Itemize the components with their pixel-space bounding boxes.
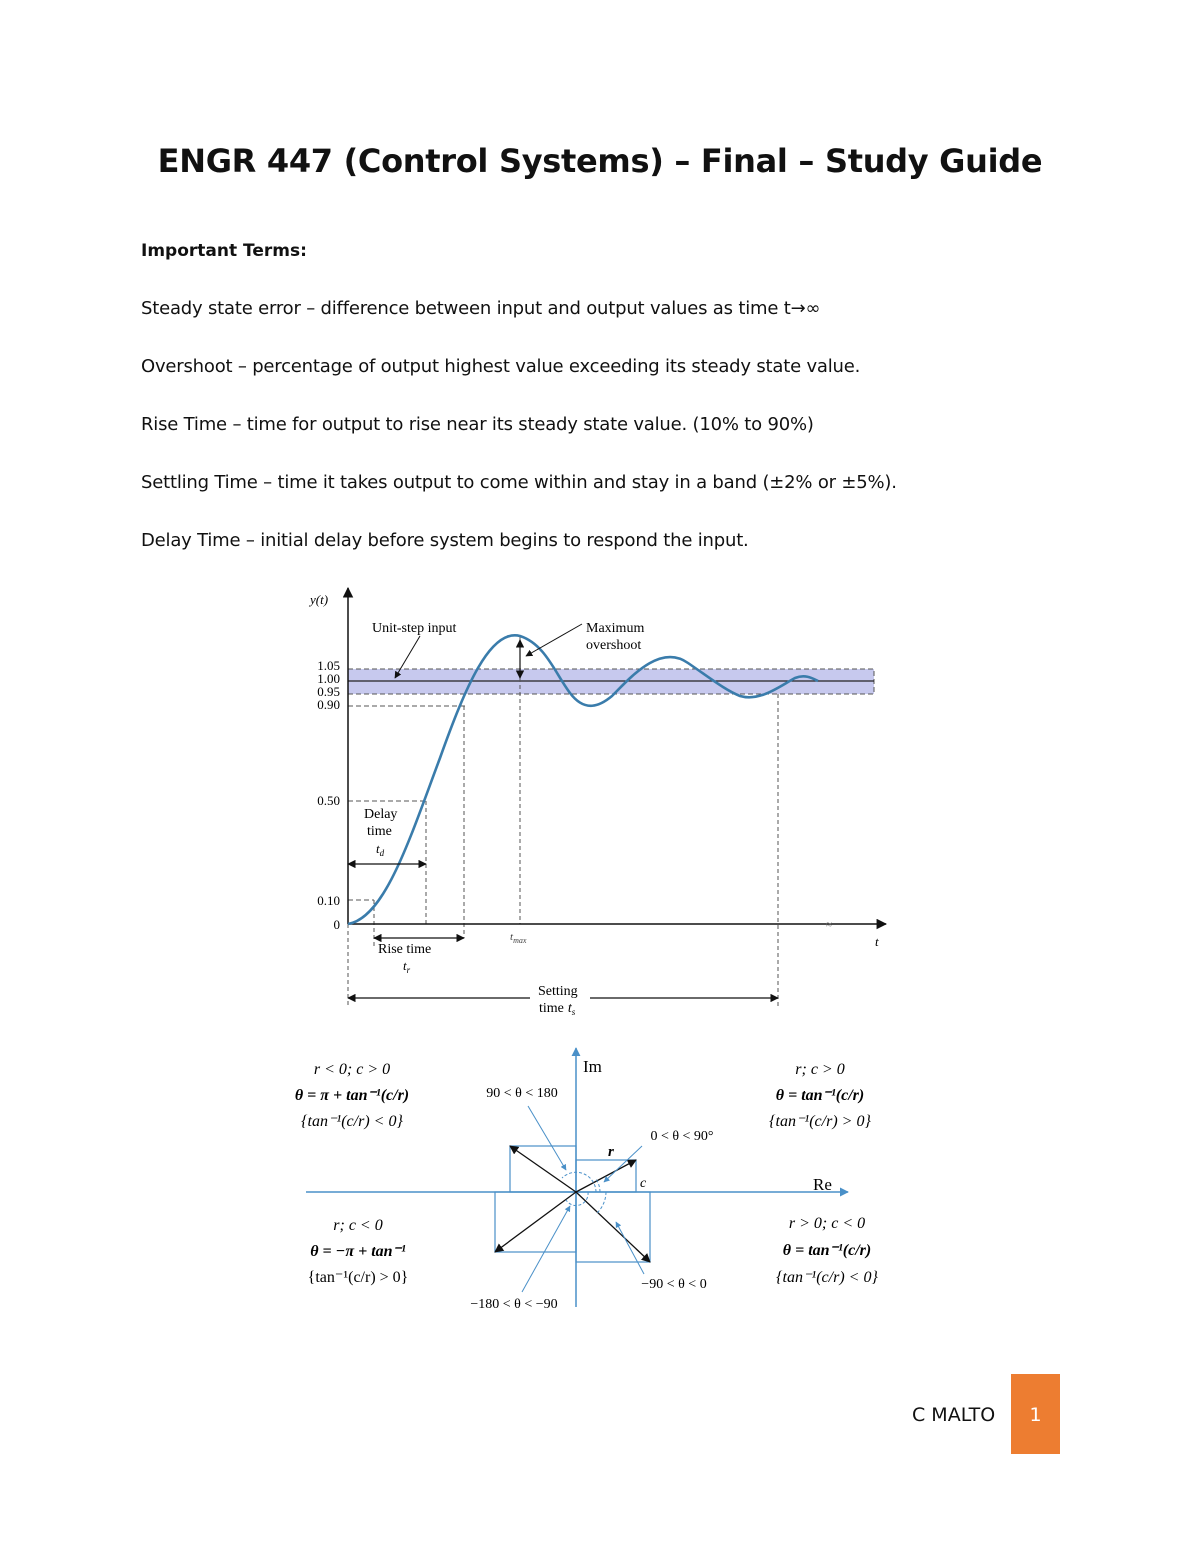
q2-note: {tan⁻¹(c/r) < 0}: [301, 1113, 403, 1130]
q3-equation: θ = −π + tan⁻¹: [310, 1243, 406, 1260]
q1-equation: θ = tan⁻¹(c/r): [775, 1087, 865, 1104]
q3-note: {tan⁻¹(c/r) > 0}: [307, 1269, 409, 1286]
term-overshoot: Overshoot – percentage of output highest value exceeding its steady state value.: [141, 356, 861, 377]
y-tick-label: 0.90: [317, 697, 340, 712]
max-overshoot-label: overshoot: [586, 638, 642, 653]
y-tick-label: 0: [333, 917, 340, 932]
footer-author: C MALTO: [912, 1404, 996, 1426]
q3-condition: r; c < 0: [333, 1217, 383, 1234]
term-delay-time: Delay Time – initial delay before system begins to respond the input.: [141, 530, 749, 551]
term-settling-time: Settling Time – time it takes output to come within and stay in a band (±2% or ±5%).: [141, 472, 897, 493]
tmax-symbol: $t_{max}$: [510, 931, 527, 945]
y-tick-label: 0.10: [317, 893, 340, 908]
q1-condition: r; c > 0: [795, 1061, 845, 1078]
term-steady-state-error: Steady state error – difference between input and output values as time t→∞: [141, 298, 821, 319]
delay-time-symbol: $t_d$: [376, 841, 385, 858]
page-title: ENGR 447 (Control Systems) – Final – Study Guide: [157, 142, 1043, 180]
x-axis-label: t: [875, 934, 879, 949]
step-response-figure: [290, 578, 900, 1028]
unit-step-label: Unit-step input: [372, 621, 457, 636]
max-overshoot-label: Maximum: [586, 621, 645, 636]
rise-time-symbol: $t_r$: [403, 958, 411, 975]
q4-equation: θ = tan⁻¹(c/r): [782, 1242, 872, 1259]
delay-time-label: time: [367, 824, 392, 839]
q4-condition: r > 0; c < 0: [788, 1215, 866, 1232]
c-label: c: [640, 1176, 647, 1191]
settling-time-label: Setting: [538, 984, 578, 999]
y-tick-label: 0.95: [317, 684, 340, 699]
y-tick-label: 0.50: [317, 793, 340, 808]
y-tick-label: 1.05: [317, 658, 340, 673]
page-number: 1: [1029, 1404, 1042, 1426]
q1-note: {tan⁻¹(c/r) > 0}: [769, 1113, 871, 1130]
term-rise-time: Rise Time – time for output to rise near its steady state value. (10% to 90%): [141, 414, 814, 435]
im-axis-label: Im: [583, 1057, 602, 1076]
q4-range: −90 < θ < 0: [641, 1277, 707, 1292]
r-label: r: [608, 1144, 614, 1160]
y-tick-label: 1.00: [317, 671, 340, 686]
settling-time-label: time $t_s$: [539, 1001, 576, 1017]
q3-range: −180 < θ < −90: [470, 1297, 558, 1312]
q1-range: 0 < θ < 90°: [650, 1129, 714, 1144]
svg-text:≈: ≈: [826, 919, 833, 931]
q2-range: 90 < θ < 180: [486, 1086, 558, 1101]
delay-time-label: Delay: [364, 807, 398, 822]
quadrant-angle-figure: [270, 1042, 910, 1322]
re-axis-label: Re: [813, 1175, 832, 1194]
q4-note: {tan⁻¹(c/r) < 0}: [776, 1269, 878, 1286]
y-axis-label: y(t): [310, 592, 329, 607]
page-number-badge: [1011, 1374, 1060, 1454]
section-heading: Important Terms:: [141, 241, 307, 261]
q2-equation: θ = π + tan⁻¹(c/r): [294, 1087, 410, 1104]
rise-time-label: Rise time: [378, 942, 432, 957]
q2-condition: r < 0; c > 0: [313, 1061, 391, 1078]
